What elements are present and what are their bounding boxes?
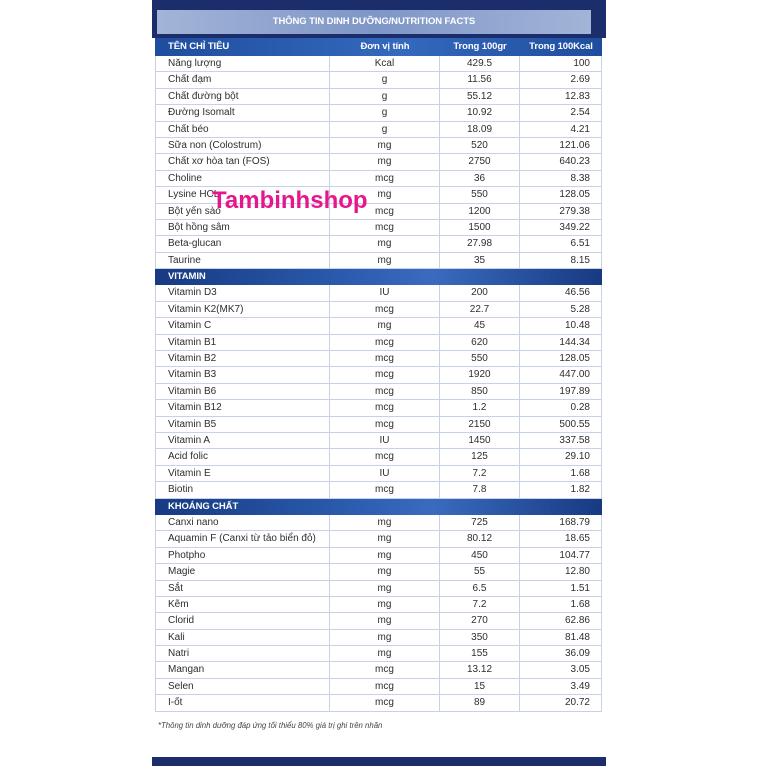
- unit-cell: mg: [330, 630, 440, 645]
- table-row: [155, 548, 602, 564]
- unit-cell: mcg: [330, 367, 440, 382]
- per-100g-cell: 520: [440, 138, 520, 153]
- unit-cell: mg: [330, 236, 440, 251]
- per-100kcal-cell: 29.10: [520, 449, 602, 464]
- nutrient-name: Clorid: [156, 613, 330, 628]
- per-100g-cell: 450: [440, 548, 520, 563]
- nutrient-name: Sữa non (Colostrum): [156, 138, 330, 153]
- table-row: [155, 285, 602, 301]
- unit-cell: Kcal: [330, 56, 440, 71]
- table-row: [155, 482, 602, 498]
- table-row: [155, 531, 602, 547]
- per-100kcal-cell: 121.06: [520, 138, 602, 153]
- per-100kcal-cell: 8.38: [520, 171, 602, 186]
- unit-cell: mg: [330, 253, 440, 268]
- nutrient-name: Đường Isomalt: [156, 105, 330, 120]
- table-row: [155, 318, 602, 334]
- per-100g-cell: 35: [440, 253, 520, 268]
- unit-cell: IU: [330, 466, 440, 481]
- per-100kcal-cell: 100: [520, 56, 602, 71]
- table-row: [155, 400, 602, 416]
- table-row: [155, 72, 602, 88]
- per-100kcal-cell: 279.38: [520, 204, 602, 219]
- nutrient-name: Acid folic: [156, 449, 330, 464]
- per-100kcal-cell: 5.28: [520, 302, 602, 317]
- per-100kcal-cell: 447.00: [520, 367, 602, 382]
- table-row: [155, 449, 602, 465]
- table-row: [155, 89, 602, 105]
- page-title: THÔNG TIN DINH DƯỠNG/NUTRITION FACTS: [157, 10, 591, 34]
- unit-cell: g: [330, 89, 440, 104]
- table-row: [155, 335, 602, 351]
- nutrition-table: [155, 38, 602, 712]
- table-row: [155, 56, 602, 72]
- per-100kcal-cell: 104.77: [520, 548, 602, 563]
- unit-cell: mg: [330, 154, 440, 169]
- unit-cell: mcg: [330, 335, 440, 350]
- unit-cell: g: [330, 122, 440, 137]
- table-row: [155, 138, 602, 154]
- per-100g-cell: 1450: [440, 433, 520, 448]
- per-100kcal-cell: 128.05: [520, 351, 602, 366]
- nutrient-name: Vitamin K2(MK7): [156, 302, 330, 317]
- per-100kcal-cell: 197.89: [520, 384, 602, 399]
- nutrient-name: Biotin: [156, 482, 330, 497]
- unit-cell: mg: [330, 515, 440, 530]
- per-100kcal-cell: 0.28: [520, 400, 602, 415]
- unit-cell: mg: [330, 564, 440, 579]
- nutrient-name: Bột yến sào: [156, 204, 330, 219]
- unit-cell: mcg: [330, 449, 440, 464]
- per-100g-cell: 7.8: [440, 482, 520, 497]
- per-100g-cell: 2150: [440, 417, 520, 432]
- per-100kcal-cell: 1.51: [520, 581, 602, 596]
- nutrient-name: Vitamin C: [156, 318, 330, 333]
- table-row: [155, 433, 602, 449]
- per-100kcal-cell: 2.69: [520, 72, 602, 87]
- per-100g-cell: 725: [440, 515, 520, 530]
- table-row: [155, 154, 602, 170]
- unit-cell: mcg: [330, 302, 440, 317]
- per-100kcal-cell: 640.23: [520, 154, 602, 169]
- per-100kcal-cell: 10.48: [520, 318, 602, 333]
- unit-cell: g: [330, 72, 440, 87]
- nutrient-name: Natri: [156, 646, 330, 661]
- nutrient-name: Taurine: [156, 253, 330, 268]
- per-100g-cell: 550: [440, 187, 520, 202]
- unit-cell: mg: [330, 548, 440, 563]
- nutrient-name: Vitamin B2: [156, 351, 330, 366]
- nutrient-name: Vitamin B5: [156, 417, 330, 432]
- table-row: [155, 597, 602, 613]
- per-100g-cell: 15: [440, 679, 520, 694]
- table-row: [155, 662, 602, 678]
- per-100g-cell: 7.2: [440, 597, 520, 612]
- table-row: [155, 105, 602, 121]
- unit-cell: mg: [330, 597, 440, 612]
- table-row: [155, 171, 602, 187]
- column-header-per-100kcal: Trong 100Kcal: [529, 41, 593, 52]
- nutrient-name: Vitamin B1: [156, 335, 330, 350]
- per-100g-cell: 55.12: [440, 89, 520, 104]
- nutrient-name: Vitamin B3: [156, 367, 330, 382]
- per-100kcal-cell: 18.65: [520, 531, 602, 546]
- unit-cell: mg: [330, 531, 440, 546]
- unit-cell: mcg: [330, 695, 440, 710]
- per-100g-cell: 36: [440, 171, 520, 186]
- per-100g-cell: 1.2: [440, 400, 520, 415]
- unit-cell: mcg: [330, 171, 440, 186]
- nutrient-name: Photpho: [156, 548, 330, 563]
- unit-cell: IU: [330, 433, 440, 448]
- nutrient-name: Vitamin B12: [156, 400, 330, 415]
- per-100g-cell: 89: [440, 695, 520, 710]
- per-100kcal-cell: 144.34: [520, 335, 602, 350]
- unit-cell: mg: [330, 318, 440, 333]
- table-row: [155, 384, 602, 400]
- per-100kcal-cell: 1.82: [520, 482, 602, 497]
- nutrient-name: Vitamin A: [156, 433, 330, 448]
- per-100g-cell: 6.5: [440, 581, 520, 596]
- table-row: [155, 122, 602, 138]
- per-100g-cell: 22.7: [440, 302, 520, 317]
- per-100g-cell: 429.5: [440, 56, 520, 71]
- per-100g-cell: 620: [440, 335, 520, 350]
- unit-cell: mcg: [330, 220, 440, 235]
- unit-cell: mg: [330, 646, 440, 661]
- per-100g-cell: 125: [440, 449, 520, 464]
- nutrient-name: Bột hồng sâm: [156, 220, 330, 235]
- nutrient-name: Chất xơ hòa tan (FOS): [156, 154, 330, 169]
- nutrient-name: Choline: [156, 171, 330, 186]
- per-100kcal-cell: 1.68: [520, 466, 602, 481]
- table-row: [155, 695, 602, 711]
- column-header-per-100g: Trong 100gr: [453, 41, 507, 52]
- table-row: [155, 253, 602, 269]
- nutrient-name: Kali: [156, 630, 330, 645]
- table-row: [155, 613, 602, 629]
- per-100g-cell: 1500: [440, 220, 520, 235]
- table-row: [155, 417, 602, 433]
- section-header: VITAMIN: [155, 269, 602, 285]
- per-100kcal-cell: 168.79: [520, 515, 602, 530]
- unit-cell: mg: [330, 581, 440, 596]
- nutrient-name: Aquamin F (Canxi từ tảo biển đỏ): [156, 531, 330, 546]
- section-header: KHOÁNG CHẤT: [155, 499, 602, 515]
- unit-cell: mcg: [330, 482, 440, 497]
- footnote: *Thông tin dinh dưỡng đáp ứng tối thiểu 80% giá trị ghi trên nhãn: [158, 721, 383, 730]
- unit-cell: mcg: [330, 662, 440, 677]
- unit-cell: g: [330, 105, 440, 120]
- per-100kcal-cell: 6.51: [520, 236, 602, 251]
- nutrient-name: Selen: [156, 679, 330, 694]
- shop-watermark: Tambinhshop: [212, 187, 368, 214]
- per-100kcal-cell: 3.05: [520, 662, 602, 677]
- nutrient-name: Magie: [156, 564, 330, 579]
- table-row: [155, 466, 602, 482]
- per-100g-cell: 850: [440, 384, 520, 399]
- table-row: [155, 646, 602, 662]
- nutrient-name: I-ốt: [156, 695, 330, 710]
- column-header-unit: Đơn vị tính: [360, 41, 410, 52]
- table-row: [155, 679, 602, 695]
- unit-cell: mcg: [330, 400, 440, 415]
- unit-cell: IU: [330, 285, 440, 300]
- per-100kcal-cell: 349.22: [520, 220, 602, 235]
- table-row: [155, 302, 602, 318]
- per-100kcal-cell: 337.58: [520, 433, 602, 448]
- nutrient-name: Chất đạm: [156, 72, 330, 87]
- per-100g-cell: 10.92: [440, 105, 520, 120]
- table-row: [155, 236, 602, 252]
- nutrient-name: Canxi nano: [156, 515, 330, 530]
- per-100kcal-cell: 3.49: [520, 679, 602, 694]
- table-row: [155, 220, 602, 236]
- column-header-name: TÊN CHỈ TIÊU: [168, 41, 230, 52]
- nutrient-name: Mangan: [156, 662, 330, 677]
- nutrient-name: Vitamin D3: [156, 285, 330, 300]
- per-100g-cell: 80.12: [440, 531, 520, 546]
- table-row: [155, 630, 602, 646]
- per-100g-cell: 18.09: [440, 122, 520, 137]
- per-100kcal-cell: 62.86: [520, 613, 602, 628]
- per-100kcal-cell: 12.80: [520, 564, 602, 579]
- per-100g-cell: 200: [440, 285, 520, 300]
- per-100g-cell: 270: [440, 613, 520, 628]
- per-100g-cell: 1200: [440, 204, 520, 219]
- per-100kcal-cell: 2.54: [520, 105, 602, 120]
- per-100kcal-cell: 20.72: [520, 695, 602, 710]
- table-header-row: [155, 38, 602, 56]
- per-100g-cell: 27.98: [440, 236, 520, 251]
- unit-cell: mcg: [330, 351, 440, 366]
- per-100kcal-cell: 46.56: [520, 285, 602, 300]
- nutrient-name: Vitamin E: [156, 466, 330, 481]
- per-100kcal-cell: 12.83: [520, 89, 602, 104]
- table-row: [155, 351, 602, 367]
- per-100g-cell: 550: [440, 351, 520, 366]
- bottom-banner: [152, 757, 606, 766]
- per-100kcal-cell: 8.15: [520, 253, 602, 268]
- per-100kcal-cell: 1.68: [520, 597, 602, 612]
- nutrient-name: Lysine HCL: [156, 187, 330, 202]
- unit-cell: mg: [330, 613, 440, 628]
- nutrient-name: Chất béo: [156, 122, 330, 137]
- per-100g-cell: 155: [440, 646, 520, 661]
- per-100g-cell: 55: [440, 564, 520, 579]
- per-100g-cell: 7.2: [440, 466, 520, 481]
- nutrient-name: Kẽm: [156, 597, 330, 612]
- unit-cell: mg: [330, 187, 440, 202]
- unit-cell: mg: [330, 138, 440, 153]
- per-100kcal-cell: 128.05: [520, 187, 602, 202]
- per-100kcal-cell: 4.21: [520, 122, 602, 137]
- table-row: [155, 367, 602, 383]
- table-row: [155, 581, 602, 597]
- per-100kcal-cell: 500.55: [520, 417, 602, 432]
- unit-cell: mcg: [330, 679, 440, 694]
- nutrient-name: Sắt: [156, 581, 330, 596]
- per-100g-cell: 11.56: [440, 72, 520, 87]
- nutrient-name: Vitamin B6: [156, 384, 330, 399]
- unit-cell: mcg: [330, 204, 440, 219]
- table-row: [155, 515, 602, 531]
- per-100kcal-cell: 36.09: [520, 646, 602, 661]
- nutrient-name: Chất đường bột: [156, 89, 330, 104]
- per-100g-cell: 2750: [440, 154, 520, 169]
- table-row: [155, 564, 602, 580]
- per-100g-cell: 1920: [440, 367, 520, 382]
- per-100g-cell: 13.12: [440, 662, 520, 677]
- per-100g-cell: 350: [440, 630, 520, 645]
- unit-cell: mcg: [330, 384, 440, 399]
- per-100g-cell: 45: [440, 318, 520, 333]
- nutrient-name: Năng lượng: [156, 56, 330, 71]
- unit-cell: mcg: [330, 417, 440, 432]
- per-100kcal-cell: 81.48: [520, 630, 602, 645]
- table-body: [155, 56, 602, 712]
- nutrient-name: Beta-glucan: [156, 236, 330, 251]
